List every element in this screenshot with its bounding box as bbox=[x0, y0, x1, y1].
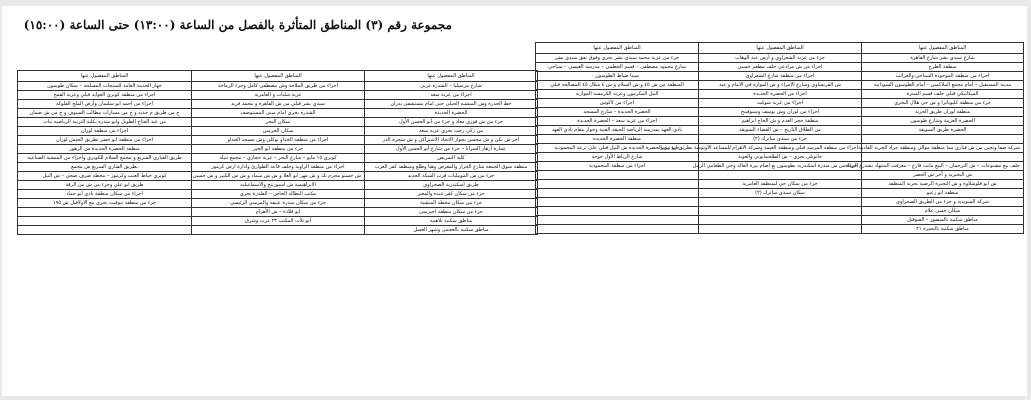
table-cell: مدينة المستقبل – أمام مجمع الملاكمين – أمام الطوسون السودانية bbox=[862, 81, 1024, 90]
table-row bbox=[18, 199, 538, 208]
table-cell: اجزاء من منطقة لوران bbox=[18, 127, 192, 136]
table-row bbox=[18, 208, 538, 217]
table-cell: من عبد الفتاح الطويل وابو مندره بكلية التربية الرياضية بنات bbox=[18, 118, 192, 127]
table-cell: شارع سيدي بشر شارع القاهرة bbox=[862, 54, 1024, 63]
table-row bbox=[536, 225, 1024, 234]
table-cell: اجزاء من لاكوس bbox=[536, 99, 699, 108]
table-cell: منطقة الطرح bbox=[862, 63, 1024, 72]
table-cell: اجزاء من ش مرادعي خلف مطعم حسني bbox=[699, 63, 862, 72]
table-cell: من زكي رجب بحري عزبة سعد bbox=[365, 127, 538, 136]
table-cell bbox=[862, 135, 1024, 144]
table-cell bbox=[18, 226, 192, 235]
table-cell: اجزاء من منطقة الموجودة السياحي والغرائب bbox=[862, 72, 1024, 81]
table-cell bbox=[536, 207, 699, 216]
table-cell: جزء من ش فوزي معاذ و جزء من أبو الحسن الأول bbox=[365, 118, 538, 127]
table-cell: جزء من سكان محطة المنشية bbox=[365, 199, 538, 208]
table-cell: ش البحيرية و آخر ش الحضر bbox=[862, 171, 1024, 180]
table-cell: جزء من منطقة ابو الخير bbox=[192, 145, 365, 154]
table-cell: ابو قلادة – ش الأهرام bbox=[192, 208, 365, 217]
table-cell: الشدرة بحري امام مبنى المستوصف bbox=[192, 109, 365, 118]
table-cell: اجزاء من منطقة كوبري العوايد قبلي وعزبة القمح bbox=[18, 91, 192, 100]
table-cell: شركة صفا ونجين من ش قباري مما منطقة موالي ومنطقة جراد الحرية القادمة bbox=[862, 144, 1024, 153]
right-table-header-row bbox=[536, 43, 1024, 54]
table-cell: ج من طريق م حديد و ج من مسارات مطالب السيوف و ج من ش ضمان bbox=[18, 109, 192, 118]
table-row bbox=[536, 162, 1024, 171]
table-cell: خلف بيع مصنوعات – ش الترجمان – البيع مانت قارع – معرفت المنتهاد بشدرع الرملة bbox=[862, 162, 1024, 171]
table-cell: اجزاء من منطقة المرسة قبلي ومنطقة العيمة وشركة الاهرام للمساعد الاوتوسة بطريق ابو زعبو bbox=[699, 144, 862, 153]
table-row bbox=[536, 81, 1024, 90]
table-cell: كوبري ١٥ مايو – شارع البحر – عزبة حجازي – مجمع نبيلة bbox=[192, 154, 365, 163]
table-cell bbox=[699, 171, 862, 180]
table-cell: سكان حسن علام bbox=[862, 207, 1024, 216]
table-cell: شارع محمود مصطفى – قسم الخطمي – مدرسة العيسي – سياحي bbox=[536, 63, 699, 72]
table-cell: مناطق سكنية بلاهينة bbox=[365, 217, 538, 226]
table-cell: منطقة ابو زعبو bbox=[862, 189, 1024, 198]
table-cell: جزء من منطقة تيوفيث بحري مع الاولافيل ش ١٩٥ bbox=[18, 199, 192, 208]
table-cell: اجزاء من سكان منطقة نادي ابو حماد bbox=[18, 190, 192, 199]
table-cell: اجزاء من عزبة سعد – الحضرة الجديدة bbox=[536, 117, 699, 126]
table-row bbox=[536, 63, 1024, 72]
table-cell: المنطقة من ش ٤٥ و ش السلام و ش ٤ شلال ٤٥ المصالحة قبلي bbox=[536, 81, 699, 90]
table-cell bbox=[536, 180, 699, 189]
left-table bbox=[17, 70, 538, 235]
table-row bbox=[18, 127, 538, 136]
table-cell: مناطق سكنية بالمنصور – القنوفيل bbox=[862, 216, 1024, 225]
table-cell bbox=[699, 207, 862, 216]
table-cell bbox=[536, 189, 699, 198]
table-cell bbox=[536, 216, 699, 225]
table-cell: كوبري خياط العنب وكرموز – محطة صرف صحي – ش النيل bbox=[18, 172, 192, 181]
table-cell: اجزاء من عزبة شوكت bbox=[699, 99, 862, 108]
table-row bbox=[536, 189, 1024, 198]
table-cell: جزء من عزبة الشعراوي و أرض عبد الوهاب bbox=[699, 54, 862, 63]
table-cell: الحضرة طريق السويقة bbox=[862, 126, 1024, 135]
table-row bbox=[536, 171, 1024, 180]
table-cell: منطقة سوق الجمعة شارع الجزار والمعرض وهنا وطلع ومنطقة كفر العزب bbox=[365, 163, 538, 172]
table-row bbox=[18, 145, 538, 154]
table-cell: اجزاء من منطقة ابو خضر بطريق الحيش لوران bbox=[18, 136, 192, 145]
table-cell bbox=[699, 216, 862, 225]
table-cell: منطقة لوران طريق الحرية bbox=[862, 108, 1024, 117]
table-cell: مناطق سكنية بالعجمي وشهر العسل bbox=[365, 226, 538, 235]
table-row bbox=[536, 72, 1024, 81]
table-cell: سكان الحرمين bbox=[192, 127, 365, 136]
table-cell: خانوتلي بحري – ش الطلحمانوني والعونة bbox=[699, 153, 862, 162]
table-cell bbox=[18, 208, 192, 217]
table-cell: اجزاء من منطقة شارع الشعراوي bbox=[699, 72, 862, 81]
table-row bbox=[18, 91, 538, 100]
table-row bbox=[536, 126, 1024, 135]
table-cell bbox=[862, 153, 1024, 162]
table-cell: بطريق القباري السريع ش مجمع bbox=[18, 163, 192, 172]
table-cell: طريق اسكندرية الصحراوي bbox=[365, 181, 538, 190]
table-cell: اخر ش بكن و ش محسن بجوار الاتحاد الاشتراكي و ش شجرة الدر bbox=[365, 136, 538, 145]
table-row bbox=[536, 180, 1024, 189]
table-cell: جهاز الخدمة العامة للمنتجات المسلحة – سكان طوسون bbox=[18, 82, 192, 91]
table-cell: الابراهيمية ش اسبورتنج والاسماعيلية bbox=[192, 181, 365, 190]
table-row bbox=[536, 135, 1024, 144]
table-cell: ش ابو قلوشلاوة و ش البحيرة الرضية بحرية المنطقة bbox=[862, 180, 1024, 189]
table-cell: شارع مرسيليا – الشدرة غربي bbox=[365, 82, 538, 91]
right-table bbox=[535, 42, 1024, 234]
column-header: المناطق المفصول عنها bbox=[699, 43, 862, 54]
table-cell: جزء من سكان مندرة عتيقة والمرسي الرئيسي bbox=[192, 199, 365, 208]
table-row bbox=[18, 190, 538, 199]
column-header: المناطق المفصول عنها bbox=[862, 43, 1024, 54]
left-table-header-row bbox=[18, 71, 538, 82]
table-cell: كلية التمريض bbox=[365, 154, 538, 163]
table-row bbox=[18, 154, 538, 163]
table-row bbox=[536, 207, 1024, 216]
table-row bbox=[536, 144, 1024, 153]
table-cell: منطقة الحضرة الجديدة bbox=[536, 135, 699, 144]
table-cell: خط الحدرة وش المنشية الحيلى حتى امام مستشفى بدران bbox=[365, 100, 538, 109]
table-cell: شارع الرباط الأول حوحة bbox=[536, 153, 699, 162]
table-cell: اجزاء من احمد ابو سليمان وأرض الملح الفلوكة bbox=[18, 100, 192, 109]
table-cell: اجزاء من منطقة الزاوية وخلف قاعة الطوارئ وادارة ارض كرموز bbox=[192, 163, 365, 172]
table-row bbox=[536, 99, 1024, 108]
table-row bbox=[18, 118, 538, 127]
table-cell bbox=[536, 171, 699, 180]
table-cell bbox=[536, 225, 699, 234]
document-page bbox=[2, 6, 1027, 396]
table-cell: اجزاء من عزبة سعد bbox=[365, 91, 538, 100]
table-cell: الحضرة الجديدة – شارع المسجد bbox=[536, 108, 699, 117]
column-header: المناطق المفصول عنها bbox=[192, 71, 365, 82]
table-row bbox=[536, 198, 1024, 207]
table-cell: طريق ابو علي وجزء من ش من الرقة bbox=[18, 181, 192, 190]
column-header: المناطق المفصول عنها bbox=[536, 43, 699, 54]
table-cell: شركة السويدية و جزء من الطريق الصحراوي bbox=[862, 198, 1024, 207]
table-cell: طريق القباري السريع و مجمع السلام للكوبري وأجزاء من المنشية الصناعية bbox=[18, 154, 192, 163]
table-cell bbox=[699, 198, 862, 207]
table-cell: جزء من سكان منطقة اجيرسي bbox=[365, 208, 538, 217]
table-cell: سيدي بشر قبلي من ش القاهرة و محمد فريد bbox=[192, 100, 365, 109]
column-header: المناطق المفصول عنها bbox=[365, 71, 538, 82]
table-cell bbox=[536, 198, 699, 207]
table-row bbox=[536, 153, 1024, 162]
table-cell: مكتب البطالة الخاص – الفلدرة بحري bbox=[192, 190, 365, 199]
table-cell: سينا ضباط الطوسون bbox=[536, 72, 699, 81]
table-row bbox=[18, 226, 538, 235]
table-cell: جزء من سيدي ساترك (٢) bbox=[699, 135, 862, 144]
table-cell: جزء من ش الموبيليات قرب السكة الجديد bbox=[365, 172, 538, 181]
table-cell: جزء من سكان كفر عبده والمعبر bbox=[365, 190, 538, 199]
table-row bbox=[18, 181, 538, 190]
table-row bbox=[536, 90, 1024, 99]
table-cell: سكان البحر bbox=[192, 118, 365, 127]
table-cell: جزء من سكان حي لبمنطقة العامرية bbox=[699, 180, 862, 189]
table-cell: من الطلاق التاريخ – ش القضاء السويقة bbox=[699, 126, 862, 135]
table-cell: مناطق سكنية بالبحيرة ٢١ bbox=[862, 225, 1024, 234]
table-cell: منطقة حجر العدم و ش الحاج ابراهيم bbox=[699, 117, 862, 126]
table-row bbox=[18, 100, 538, 109]
table-cell: اجزاء من طريق الملاحة وش مصطفى كامل وجزء الرماحة bbox=[192, 82, 365, 91]
table-cell: عمارة أزهار السرايا – جزء من شارع أبو الحسن الأول bbox=[365, 145, 538, 154]
table-cell: أبو تلات المكتب ٢٣ غرب وشرق bbox=[192, 217, 365, 226]
table-row bbox=[18, 172, 538, 181]
table-row bbox=[536, 216, 1024, 225]
table-cell: اجزاء من منطقة الحداو بوكلي وش مسجد الحداو bbox=[192, 136, 365, 145]
table-row bbox=[18, 136, 538, 145]
table-cell: الميكانيكي قبلي خلف قسم المنتزة bbox=[862, 90, 1024, 99]
column-header: المناطق المفصول عنها bbox=[18, 71, 192, 82]
table-row bbox=[536, 117, 1024, 126]
table-cell bbox=[18, 217, 192, 226]
table-row bbox=[18, 82, 538, 91]
table-cell: اجزاء من ش مندرة اسكندرية بطوسون بع اصام بيرة العالة وحي الطعامي الرمل bbox=[699, 162, 862, 171]
table-cell bbox=[699, 225, 862, 234]
table-cell: اجزاء من الحضرة الجديدة bbox=[699, 90, 862, 99]
table-cell: سكان سيدي ساترك (٢) bbox=[699, 189, 862, 198]
table-cell: الحضرة الغربية وشارع طوسون bbox=[862, 117, 1024, 126]
table-cell: اجزاء من منطقة المحمودية bbox=[536, 162, 699, 171]
table-cell: ش الفرنساوي وشارع الامراء و ش الموازة في الامام و عيد bbox=[699, 81, 862, 90]
document-title: مجموعة رقم (٣) المناطق المتأثرة بالفصل من الساعة (١٣:٠٠) حتى الساعة (١٥:٠٠) bbox=[23, 18, 452, 32]
table-cell: جزء من الحضرة الجديدة ش البيل قبلي على ترعة المحمودية bbox=[536, 144, 699, 153]
table-cell: نادي العهد بمدرسة الرياضة الحيقة الفنية وجوار مقام نادي العهد bbox=[536, 126, 699, 135]
table-cell: النيل المكرمون وعزبة الكرمسة الموازية bbox=[536, 90, 699, 99]
table-cell: الحضرة الجديدة bbox=[365, 109, 538, 118]
table-cell: اجزاء من لوران وش يوسف وسيوفيتح bbox=[699, 108, 862, 117]
table-cell: منطقة الحضرة الجديدة ش الزهور bbox=[18, 145, 192, 154]
table-row bbox=[18, 217, 538, 226]
table-row bbox=[18, 109, 538, 118]
table-row bbox=[536, 54, 1024, 63]
table-row bbox=[18, 163, 538, 172]
table-cell: جزء من منطقة كليوباترا و ش حي هلال البحري bbox=[862, 99, 1024, 108]
table-cell bbox=[192, 226, 365, 235]
table-cell: ش حسنو محرم بك و ش مهر ابو العلا و ش ش سماد و ش ش الكبير و ش حسين bbox=[192, 172, 365, 181]
table-cell: جزء من عزبة محمد سيدي بشر بحري وفوق نفق سيدي بشر bbox=[536, 54, 699, 63]
table-row bbox=[536, 108, 1024, 117]
table-cell: عزبة شلبات و العامرية bbox=[192, 91, 365, 100]
